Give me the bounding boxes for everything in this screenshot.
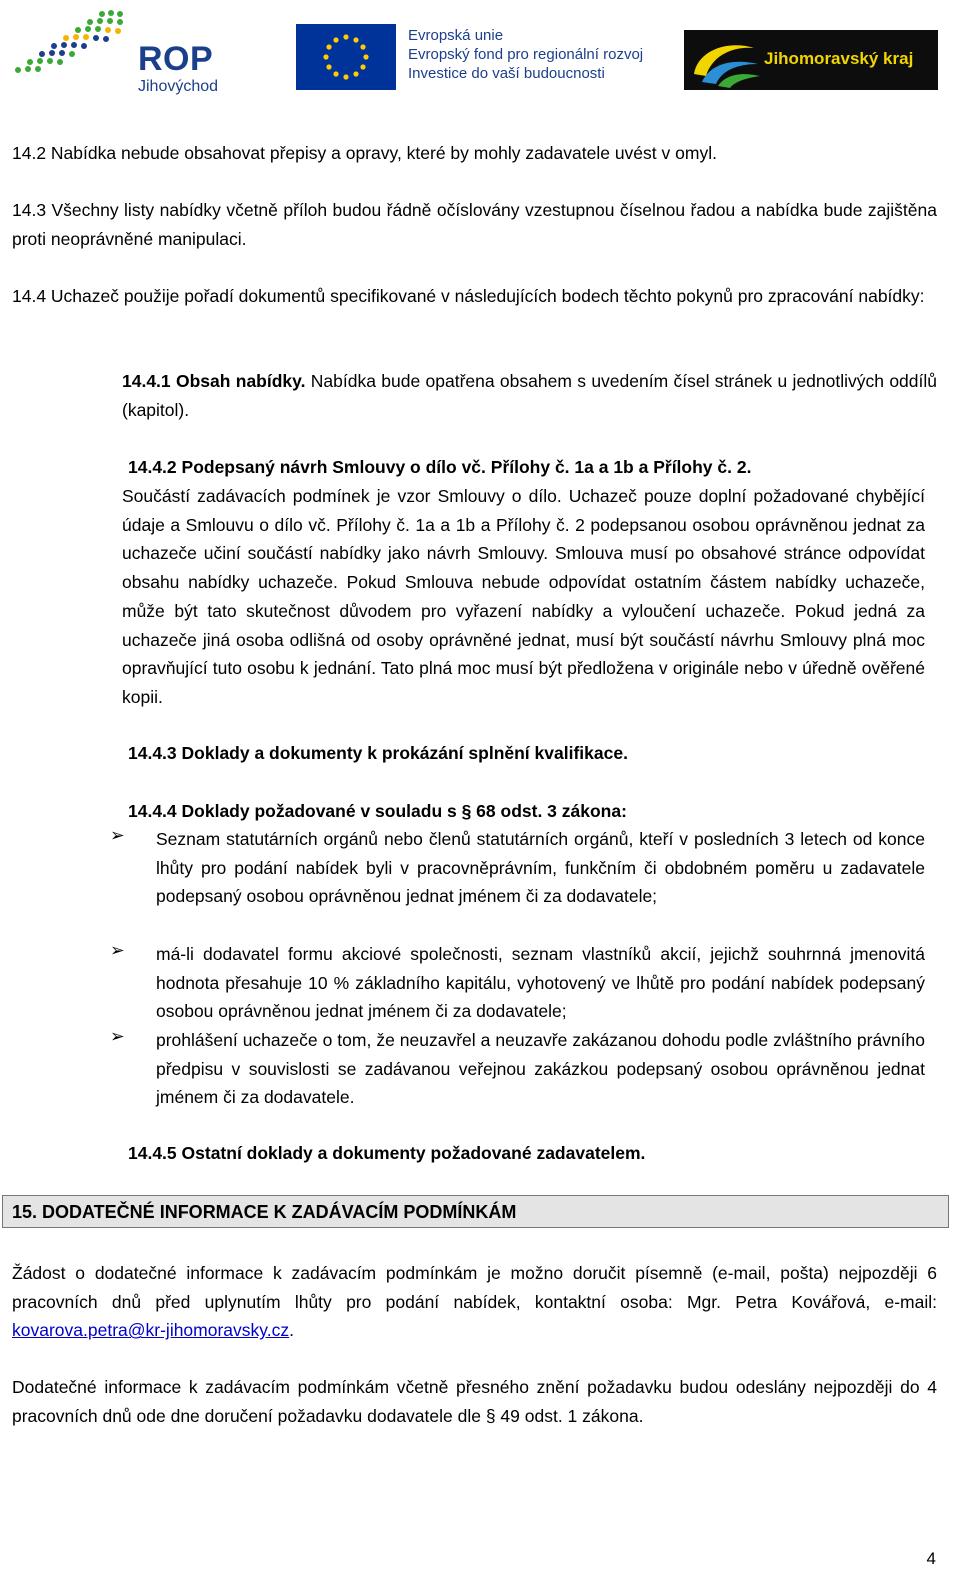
eu-flag-icon (296, 24, 396, 90)
list-item: má-li dodavatel formu akciové společnosti, seznam vlastníků akcií, jejichž souhrnná jmenovitá hodnota přesahuje 10 % základního kapitálu, vyhotovený ve lhůtě pro podání nabídek podepsaný osobou oprávněnou jednat jménem či za dodavatele; (156, 944, 925, 1022)
paragraph-15-1-end: . (289, 1320, 294, 1341)
eu-logo (296, 24, 676, 90)
rop-dots-icon (10, 8, 132, 78)
paragraph-14-3: 14.3 Všechny listy nabídky včetně příloh budou řádně očíslovány vzestupnou číselnou řadou a nabídka bude zajištěna proti neoprávněné manipulaci. (12, 200, 937, 249)
jmk-emblem-icon (688, 30, 764, 90)
subsection-14-4-1 (122, 367, 937, 424)
section-15-heading (2, 1195, 949, 1228)
jmk-logo (684, 30, 938, 90)
contact-email-link[interactable]: kovarova.petra@kr-jihomoravsky.cz (12, 1320, 290, 1341)
rop-logo (10, 8, 230, 94)
eu-logo-line1: Evropská unie (408, 27, 504, 44)
eu-logo-line2: Evropský fond pro regionální rozvoj (408, 46, 644, 63)
subsection-14-4-4-title: 14.4.4 Doklady požadované v souladu s § 68 odst. 3 zákona: (128, 801, 627, 821)
list-item: prohlášení uchazeče o tom, že neuzavřel a neuzavře zakázanou dohodu podle zvláštního právního předpisu v souvislosti se zadávanou veřejnou zakázkou podepsaný osobou oprávněnou jednat jménem či za dodavatele. (156, 1030, 925, 1108)
bullet-arrow-icon: ➢ (110, 825, 125, 845)
subsection-14-4-1-text: Nabídka bude opatřena obsahem s uvedením čísel stránek u jednotlivých oddílů (kapitol). (122, 371, 938, 420)
bullet-arrow-icon: ➢ (110, 940, 125, 960)
list-item: Seznam statutárních orgánů nebo členů statutárních orgánů, kteří v posledních 3 letech od konce lhůty pro podání nabídek byli v pracovněprávním, funkčním či obdobném poměru u zadavatele podepsaný osobou oprávněnou jednat jménem či za dodavatele; (156, 829, 925, 907)
paragraph-15-1-text: Žádost o dodatečné informace k zadávacím podmínkám je možno doručit písemně (e-mail, pošta) nejpozději 6 pracovních dnů před uplynutím lhůty pro podání nabídek, kontaktní osoba: Mgr. Petra Kovářová, e-mail: (12, 1263, 937, 1312)
subsection-14-4-2-text: Součástí zadávacích podmínek je vzor Smlouvy o dílo. Uchazeč pouze doplní požadované chybějící údaje a Smlouvu o dílo vč. Přílohy č. 1a a 1b a Přílohy č. 2 podepsanou osobou oprávněnou jednat za uchazeče učiní součástí nabídky jako návrh Smlouvy. Smlouva musí po obsahové stránce odpovídat obsahu nabídky uchazeče. Pokud Smlouva nebude odpovídat ostatním částem nabídky uchazeče, může být tato skutečnost důvodem pro vyřazení nabídky a vyloučení uchazeče. Pokud jedná za uchazeče jiná osoba odlišná od osoby oprávněné jednat, musí být součástí návrhu Smlouvy plná moc opravňující tuto osobu k jednání. Tato plná moc musí být předložena v originále nebo v úředně ověřené kopii. (122, 486, 925, 707)
paragraph-14-2: 14.2 Nabídka nebude obsahovat přepisy a opravy, které by mohly zadavatele uvést v omyl. (12, 143, 717, 163)
paragraph-15-1 (12, 1259, 937, 1345)
section-15-title: 15. DODATEČNÉ INFORMACE K ZADÁVACÍM PODMÍNKÁM (12, 1202, 517, 1222)
subsection-14-4-1-title: 14.4.1 Obsah nabídky. (122, 371, 306, 391)
subsection-14-4-5-title: 14.4.5 Ostatní doklady a dokumenty požadované zadavatelem. (128, 1143, 646, 1163)
paragraph-15-2: Dodatečné informace k zadávacím podmínkám včetně přesného znění požadavku budou odeslány nejpozději do 4 pracovních dnů ode dne doručení požadavku dodavatele dle § 49 odst. 1 zákona. (12, 1377, 937, 1426)
subsection-14-4-3-title: 14.4.3 Doklady a dokumenty k prokázání splnění kvalifikace. (128, 743, 628, 763)
rop-logo-name: ROP (138, 40, 214, 78)
rop-logo-subtitle: Jihovýchod (138, 78, 219, 95)
bullet-arrow-icon: ➢ (110, 1026, 125, 1046)
jmk-logo-name: Jihomoravský kraj (764, 49, 914, 68)
paragraph-14-4: 14.4 Uchazeč použije pořadí dokumentů specifikované v následujících bodech těchto pokynů pro zpracování nabídky: (12, 286, 925, 306)
subsection-14-4-2-title: 14.4.2 Podepsaný návrh Smlouvy o dílo vč. Přílohy č. 1a a 1b a Přílohy č. 2. (128, 457, 752, 477)
eu-logo-line3: Investice do vaší budoucnosti (408, 65, 605, 82)
page-number: 4 (926, 1549, 936, 1568)
